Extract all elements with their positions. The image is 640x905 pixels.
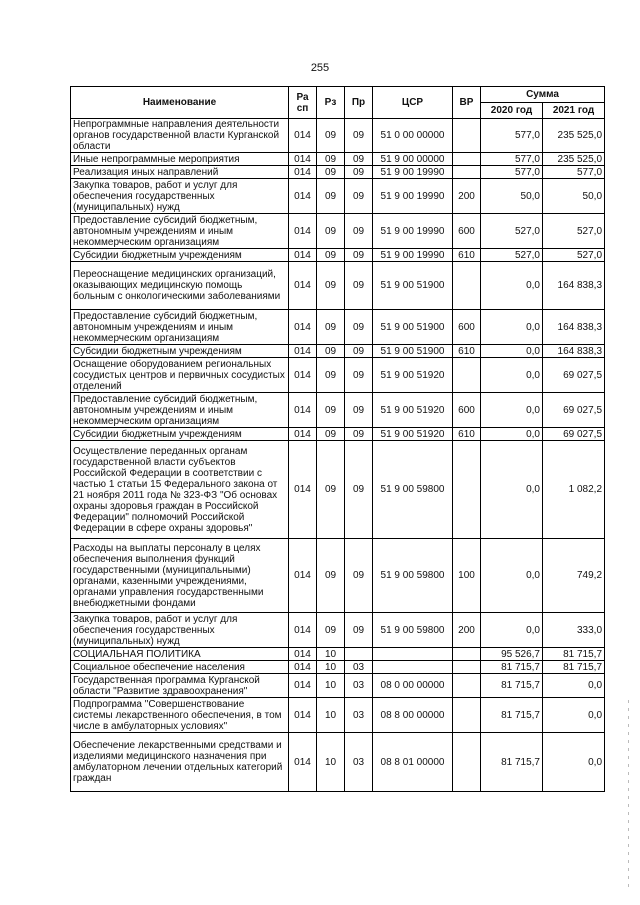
row-rasp: 014 [289,166,317,179]
row-csr: 08 8 01 00000 [373,733,453,792]
row-name: Закупка товаров, работ и услуг для обеспечения государственных (муниципальных) нужд [71,613,289,648]
row-name: Переоснащение медицинских организаций, оказывающих медицинскую помощь больным с онкологическими заболеваниями [71,262,289,310]
row-vr [453,698,481,733]
row-sum-2021: 50,0 [543,179,605,214]
row-name: Предоставление субсидий бюджетным, автономным учреждениям и иным некоммерческим организациям [71,310,289,345]
row-pr: 03 [345,733,373,792]
row-vr: 600 [453,214,481,249]
row-sum-2021: 333,0 [543,613,605,648]
row-sum-2020: 0,0 [481,358,543,393]
row-rasp: 014 [289,648,317,661]
row-rz: 10 [317,648,345,661]
row-sum-2021: 0,0 [543,674,605,698]
row-sum-2020: 0,0 [481,441,543,539]
row-sum-2020: 0,0 [481,613,543,648]
header-rz: Рз [317,87,345,119]
row-pr: 09 [345,153,373,166]
row-sum-2021: 749,2 [543,539,605,613]
row-vr: 200 [453,179,481,214]
row-pr: 09 [345,310,373,345]
row-pr: 03 [345,698,373,733]
row-sum-2020: 577,0 [481,166,543,179]
row-csr: 51 9 00 51900 [373,345,453,358]
table-row [71,393,605,428]
row-vr: 610 [453,428,481,441]
scan-edge-mark [628,700,629,890]
row-rz: 10 [317,661,345,674]
table-row [71,674,605,698]
row-name: Осуществление переданных органам государственной власти субъектов Российской Федерации в соответствии с частью 1 статьи 15 Федерального закона от 21 ноября 2011 года № 323-ФЗ "Об основах охраны здоровья граждан в Российской Федерации" полномочий Российской Федерации в сфере охраны здоровья" [71,441,289,539]
table-row [71,539,605,613]
row-name: Реализация иных направлений [71,166,289,179]
row-sum-2021: 577,0 [543,166,605,179]
row-rz: 09 [317,613,345,648]
row-pr: 09 [345,166,373,179]
row-name: Непрограммные направления деятельности органов государственной власти Курганской области [71,119,289,153]
row-csr: 51 9 00 59800 [373,441,453,539]
row-name: СОЦИАЛЬНАЯ ПОЛИТИКА [71,648,289,661]
row-pr [345,648,373,661]
header-2021: 2021 год [543,103,605,119]
row-vr: 610 [453,249,481,262]
row-vr: 600 [453,310,481,345]
row-sum-2020: 81 715,7 [481,661,543,674]
table-row [71,262,605,310]
row-pr: 09 [345,441,373,539]
row-sum-2020: 0,0 [481,345,543,358]
row-rasp: 014 [289,393,317,428]
row-name: Субсидии бюджетным учреждениям [71,428,289,441]
row-vr: 610 [453,345,481,358]
row-rasp: 014 [289,358,317,393]
row-pr: 09 [345,539,373,613]
row-csr: 51 9 00 59800 [373,539,453,613]
row-rz: 09 [317,345,345,358]
row-pr: 09 [345,262,373,310]
table-row [71,613,605,648]
table-row [71,153,605,166]
table-row [71,358,605,393]
row-sum-2020: 81 715,7 [481,733,543,792]
row-rasp: 014 [289,428,317,441]
row-csr: 51 9 00 00000 [373,153,453,166]
row-vr [453,733,481,792]
table-row [71,214,605,249]
row-name: Подпрограмма "Совершенствование системы лекарственного обеспечения, в том числе в амбулаторных условиях" [71,698,289,733]
row-vr [453,648,481,661]
row-sum-2021: 0,0 [543,698,605,733]
table-body [71,119,605,792]
row-name: Социальное обеспечение населения [71,661,289,674]
row-rasp: 014 [289,441,317,539]
row-sum-2021: 69 027,5 [543,358,605,393]
row-rz: 09 [317,179,345,214]
row-sum-2021: 164 838,3 [543,345,605,358]
row-vr: 200 [453,613,481,648]
table-row [71,698,605,733]
row-sum-2020: 527,0 [481,249,543,262]
row-pr: 09 [345,119,373,153]
row-rasp: 014 [289,661,317,674]
row-pr: 09 [345,393,373,428]
row-rz: 09 [317,358,345,393]
row-sum-2021: 527,0 [543,249,605,262]
row-sum-2020: 527,0 [481,214,543,249]
header-vr: ВР [453,87,481,119]
row-csr: 08 8 00 00000 [373,698,453,733]
row-sum-2021: 164 838,3 [543,310,605,345]
row-csr: 51 9 00 51920 [373,393,453,428]
row-rz: 09 [317,539,345,613]
row-pr: 03 [345,661,373,674]
row-sum-2020: 0,0 [481,393,543,428]
row-name: Государственная программа Курганской области "Развитие здравоохранения" [71,674,289,698]
row-csr: 51 9 00 51900 [373,262,453,310]
row-vr [453,166,481,179]
row-vr [453,262,481,310]
row-sum-2021: 235 525,0 [543,153,605,166]
row-sum-2020: 577,0 [481,119,543,153]
header-csr: ЦСР [373,87,453,119]
row-vr: 600 [453,393,481,428]
row-sum-2020: 95 526,7 [481,648,543,661]
row-pr: 09 [345,214,373,249]
table-row [71,428,605,441]
row-sum-2020: 50,0 [481,179,543,214]
row-vr [453,441,481,539]
row-vr [453,119,481,153]
row-name: Предоставление субсидий бюджетным, автономным учреждениям и иным некоммерческим организациям [71,393,289,428]
row-csr: 51 9 00 51900 [373,310,453,345]
row-sum-2020: 0,0 [481,539,543,613]
row-csr [373,661,453,674]
row-rasp: 014 [289,262,317,310]
row-rz: 09 [317,119,345,153]
row-name: Обеспечение лекарственными средствами и изделиями медицинского назначения при амбулаторном лечении отдельных категорий граждан [71,733,289,792]
row-sum-2021: 164 838,3 [543,262,605,310]
row-rz: 09 [317,262,345,310]
row-vr [453,674,481,698]
row-sum-2021: 527,0 [543,214,605,249]
row-sum-2020: 81 715,7 [481,674,543,698]
row-sum-2020: 0,0 [481,262,543,310]
table-row [71,441,605,539]
row-csr: 51 0 00 00000 [373,119,453,153]
row-pr: 09 [345,428,373,441]
row-sum-2021: 1 082,2 [543,441,605,539]
row-rz: 09 [317,428,345,441]
row-csr: 51 9 00 19990 [373,249,453,262]
row-pr: 03 [345,674,373,698]
row-name: Субсидии бюджетным учреждениям [71,249,289,262]
page-number: 255 [310,62,330,74]
table-row [71,733,605,792]
row-csr: 51 9 00 51920 [373,358,453,393]
row-rasp: 014 [289,214,317,249]
row-csr: 51 9 00 19990 [373,179,453,214]
row-rz: 09 [317,310,345,345]
row-pr: 09 [345,345,373,358]
row-rz: 09 [317,166,345,179]
row-rz: 10 [317,674,345,698]
table-row [71,310,605,345]
row-rasp: 014 [289,310,317,345]
table-row [71,119,605,153]
row-rasp: 014 [289,249,317,262]
row-vr [453,153,481,166]
row-rasp: 014 [289,674,317,698]
row-rasp: 014 [289,345,317,358]
row-vr [453,358,481,393]
table-row [71,179,605,214]
row-csr [373,648,453,661]
row-csr: 51 9 00 59800 [373,613,453,648]
row-name: Расходы на выплаты персоналу в целях обеспечения выполнения функций государственными (муниципальными) органами, казенными учреждениями, органами управления государственными внебюджетными фондами [71,539,289,613]
row-sum-2020: 577,0 [481,153,543,166]
row-rz: 10 [317,698,345,733]
row-rz: 10 [317,733,345,792]
row-name: Иные непрограммные мероприятия [71,153,289,166]
row-sum-2021: 0,0 [543,733,605,792]
row-vr: 100 [453,539,481,613]
row-sum-2021: 69 027,5 [543,428,605,441]
row-rasp: 014 [289,153,317,166]
row-csr: 51 9 00 19990 [373,166,453,179]
row-sum-2020: 0,0 [481,428,543,441]
row-name: Предоставление субсидий бюджетным, автономным учреждениям и иным некоммерческим организациям [71,214,289,249]
row-sum-2021: 69 027,5 [543,393,605,428]
table-row [71,345,605,358]
row-rz: 09 [317,153,345,166]
row-pr: 09 [345,613,373,648]
row-sum-2021: 235 525,0 [543,119,605,153]
header-pr: Пр [345,87,373,119]
row-name: Оснащение оборудованием региональных сосудистых центров и первичных сосудистых отделений [71,358,289,393]
table-row [71,249,605,262]
row-csr: 51 9 00 51920 [373,428,453,441]
row-csr: 51 9 00 19990 [373,214,453,249]
row-rz: 09 [317,393,345,428]
row-pr: 09 [345,358,373,393]
row-rasp: 014 [289,733,317,792]
row-pr: 09 [345,249,373,262]
row-rasp: 014 [289,613,317,648]
header-sum: Сумма [481,87,605,103]
table-row [71,648,605,661]
row-name: Закупка товаров, работ и услуг для обеспечения государственных (муниципальных) нужд [71,179,289,214]
row-rasp: 014 [289,539,317,613]
row-sum-2021: 81 715,7 [543,648,605,661]
row-rasp: 014 [289,119,317,153]
header-name: Наименование [71,87,289,119]
table-row [71,166,605,179]
row-name: Субсидии бюджетным учреждениям [71,345,289,358]
row-rz: 09 [317,214,345,249]
row-csr: 08 0 00 00000 [373,674,453,698]
row-rz: 09 [317,249,345,262]
row-sum-2020: 81 715,7 [481,698,543,733]
header-2020: 2020 год [481,103,543,119]
row-rasp: 014 [289,179,317,214]
row-pr: 09 [345,179,373,214]
row-sum-2020: 0,0 [481,310,543,345]
row-rasp: 014 [289,698,317,733]
row-sum-2021: 81 715,7 [543,661,605,674]
budget-table [70,86,605,792]
row-vr [453,661,481,674]
header-rasp: Ра сп [289,87,317,119]
table-row [71,661,605,674]
row-rz: 09 [317,441,345,539]
